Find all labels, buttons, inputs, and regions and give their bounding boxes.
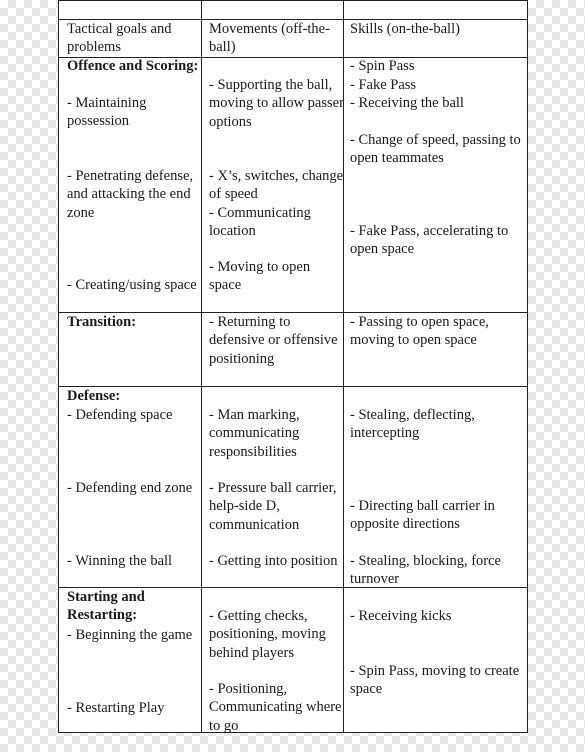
section-title-transition: Transition:	[67, 314, 137, 330]
defense-skill-1: - Stealing, deflecting, intercepting	[350, 407, 475, 442]
offence-movement-3: - Communicating location	[209, 205, 311, 240]
defense-goal-3: - Winning the ball	[67, 553, 173, 569]
offence-goal-1: - Maintaining possession	[67, 95, 147, 130]
restarting-movement-1: - Getting checks, positioning, moving behind players	[209, 608, 326, 661]
offence-skill-5: - Fake Pass, accelerating to open space	[350, 223, 509, 258]
defense-movement-1: - Man marking, communicating responsibilities	[209, 407, 300, 460]
defense-goal-2: - Defending end zone	[67, 480, 193, 496]
restarting-skill-1: - Receiving kicks	[350, 608, 452, 624]
offence-movement-2: - X’s, switches, change of speed	[209, 168, 344, 203]
offence-skill-3: - Receiving the ball	[350, 95, 464, 111]
restarting-goal-2: - Restarting Play	[67, 700, 165, 716]
offence-goal-3: - Creating/using space	[67, 277, 197, 293]
offence-movement-4: - Moving to open space	[209, 259, 311, 294]
transition-skill-1: - Passing to open space, moving to open space	[350, 314, 489, 349]
header-movements: Movements (off-the-ball)	[209, 21, 330, 56]
header-skills: Skills (on-the-ball)	[350, 21, 460, 37]
header-tactical-goals: Tactical goals and problems	[67, 21, 172, 56]
offence-skill-2: - Fake Pass	[350, 77, 417, 93]
section-title-restarting: Starting and Restarting:	[67, 589, 145, 624]
offence-movement-1: - Supporting the ball, moving to allow passer options	[209, 77, 344, 130]
defense-skill-3: - Stealing, blocking, force turnover	[350, 553, 501, 588]
section-title-defense: Defense:	[67, 388, 121, 404]
row-divider	[59, 0, 527, 1]
transition-movement-1: - Returning to defensive or offensive positioning	[209, 314, 338, 367]
defense-movement-2: - Pressure ball carrier, help-side D, communication	[209, 480, 337, 533]
section-title-offence: Offence and Scoring:	[67, 58, 199, 74]
defense-movement-3: - Getting into position	[209, 553, 338, 569]
restarting-goal-1: - Beginning the game	[67, 627, 193, 643]
tactics-table	[58, 0, 528, 733]
restarting-movement-2: - Positioning, Communicating where to go	[209, 681, 342, 734]
defense-goal-1: - Defending space	[67, 407, 173, 423]
offence-skill-4: - Change of speed, passing to open teammates	[350, 132, 521, 167]
restarting-skill-2: - Spin Pass, moving to create space	[350, 663, 520, 698]
offence-skill-1: - Spin Pass	[350, 58, 415, 74]
document-page	[58, 0, 528, 733]
defense-skill-2: - Directing ball carrier in opposite directions	[350, 498, 495, 533]
offence-goal-2: - Penetrating defense, and attacking the end zone	[67, 168, 194, 221]
